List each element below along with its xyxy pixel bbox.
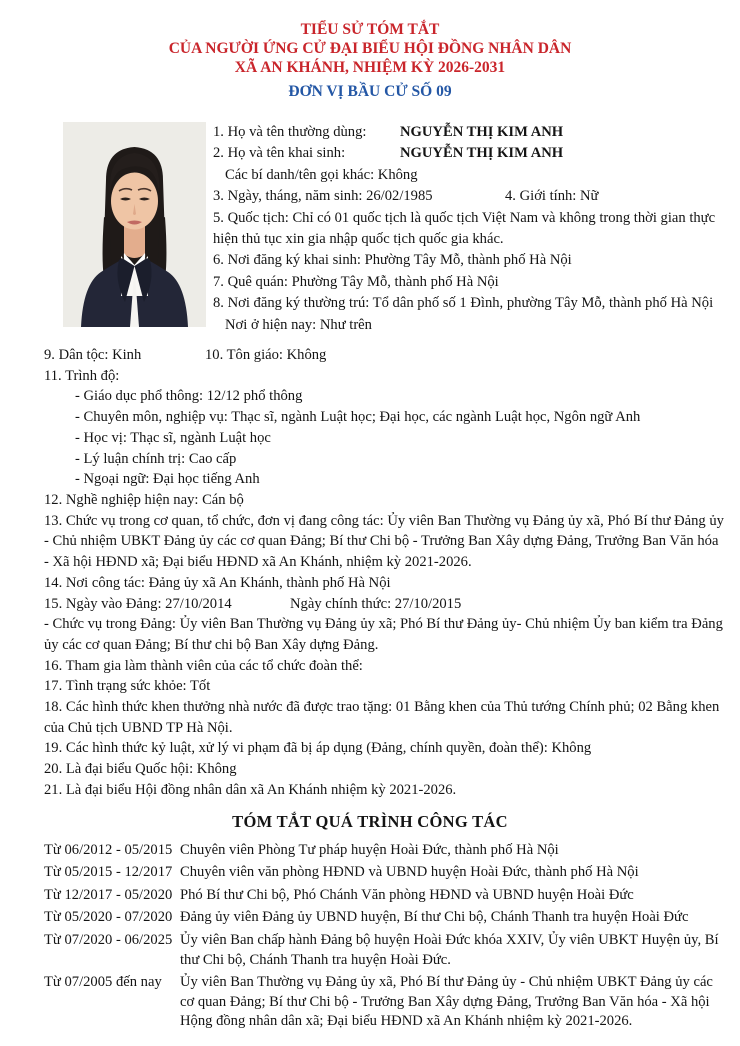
field-foreign-language: - Ngoại ngữ: Đại học tiếng Anh [75,471,260,488]
career-row [44,863,726,886]
election-unit-line: ĐƠN VỊ BẦU CỬ SỐ 09 [288,83,452,100]
field-party-join-date: 15. Ngày vào Đảng: 27/10/2014 [44,595,232,612]
career-row [44,973,726,1035]
field-religion: 10. Tôn giáo: Không [205,347,327,364]
field-birthdate: 3. Ngày, tháng, năm sinh: 26/02/1985 [213,188,433,205]
common-name-label: 1. Họ và tên thường dùng: [213,124,367,140]
field-political-theory: - Lý luận chính trị: Cao cấp [75,450,237,467]
career-description: Đảng ủy viên Đảng ủy UBND huyện, Bí thư Chi bộ, Chánh Thanh tra huyện Hoài Đức [180,909,689,926]
career-row [44,886,726,909]
personal-info-list [213,122,726,336]
field-party-dates [44,594,726,615]
career-description: Ủy viên Ban Thường vụ Đảng ủy xã, Phó Bí thư Đảng ủy - Chủ nhiệm UBKT Đảng ủy các cơ quan Đảng; Bí thư Chi bộ - Trưởng Ban Xây dựng Đảng, Trưởng Ban Văn hóa - Xã hội Hộng đồng nhân dân xã; Đại biểu HĐND xã An Khánh nhiệm kỳ 2021-2026. [180,974,713,1030]
career-row [44,841,726,864]
field-hometown: 7. Quê quán: Phường Tây Mỗ, thành phố Hà Nội [213,273,499,290]
document-header [14,20,726,101]
candidate-photo [63,122,206,327]
career-description: Ủy viên Ban chấp hành Đảng bộ huyện Hoài Đức khóa XXIV, Ủy viên UBKT Huyện ủy, Bí thư Chi bộ, Chánh Thanh tra huyện Hoài Đức. [180,931,719,968]
field-education-heading: 11. Trình độ: [44,367,120,384]
field-awards: 18. Các hình thức khen thưởng nhà nước đã được trao tặng: 01 Bằng khen của Thủ tướng Chính phủ; 02 Bằng khen của Chủ tịch UBND TP Hà Nội. [44,699,720,736]
field-alias: Các bí danh/tên gọi khác: Không [225,166,418,183]
common-name-value: NGUYỄN THỊ KIM ANH [400,124,564,140]
field-education-degree: - Học vị: Thạc sĩ, ngành Luật học [75,429,271,446]
career-description: Chuyên viên Phòng Tư pháp huyện Hoài Đức, thành phố Hà Nội [180,841,559,858]
career-period: Từ 05/2015 - 12/2017 [44,864,173,881]
career-period: Từ 07/2020 - 06/2025 [44,931,173,948]
career-history-table [44,841,726,1035]
career-description: Chuyên viên văn phòng HĐND và UBND huyện Hoài Đức, thành phố Hà Nội [180,864,639,881]
field-party-official-date: Ngày chính thức: 27/10/2015 [290,595,462,612]
career-period: Từ 06/2012 - 05/2015 [44,841,173,858]
field-birth-registration: 6. Nơi đăng ký khai sinh: Phường Tây Mỗ, thành phố Hà Nội [213,252,572,269]
career-row [44,931,726,973]
top-section [44,122,726,336]
doc-title-line-3: XÃ AN KHÁNH, NHIỆM KỲ 2026-2031 [234,59,506,76]
field-birth-name [213,143,726,164]
portrait-illustration [63,122,206,327]
field-nationality: 5. Quốc tịch: Chỉ có 01 quốc tịch là quốc tịch Việt Nam và không trong thời gian thực hiện thủ tục xin gia nhập quốc tịch quốc gia khác. [213,209,716,248]
field-gender: 4. Giới tính: Nữ [505,188,599,205]
field-organizations: 16. Tham gia làm thành viên của các tổ chức đoàn thể: [44,657,363,674]
record-details [44,345,726,800]
field-party-positions: - Chức vụ trong Đảng: Ủy viên Ban Thường vụ Đảng ủy xã; Phó Bí thư Đảng ủy- Chủ nhiệm Ủy ban kiểm tra Đảng ủy các cơ quan Đảng; Bí thư chi bộ Ban Xây dựng Đảng. [44,616,723,653]
field-education-general: - Giáo dục phổ thông: 12/12 phổ thông [75,388,303,405]
doc-title-line-2: CỦA NGƯỜI ỨNG CỬ ĐẠI BIỂU HỘI ĐỒNG NHÂN DÂN [168,40,572,57]
field-current-residence: Nơi ở hiện nay: Như trên [225,316,372,333]
birth-name-value: NGUYỄN THỊ KIM ANH [400,145,564,162]
career-description: Phó Bí thư Chi bộ, Phó Chánh Văn phòng HĐND và UBND huyện Hoài Đức [180,886,634,903]
career-section-title: TÓM TẮT QUÁ TRÌNH CÔNG TÁC [232,811,508,831]
field-current-positions: 13. Chức vụ trong cơ quan, tổ chức, đơn vị đang công tác: Ủy viên Ban Thường vụ Đảng ủy xã, Phó Bí thư Đảng ủy - Chủ nhiệm UBKT Đảng ủy các cơ quan Đảng; Bí thư Chi bộ - Trưởng Ban Xây dựng Đảng, Trưởng Ban Văn hóa - Xã hội HĐND xã; Đại biểu HĐND xã An Khánh, nhiệm kỳ 2021-2026. [44,512,724,571]
field-occupation: 12. Nghề nghiệp hiện nay: Cán bộ [44,491,244,508]
career-period: Từ 07/2005 đến nay [44,974,162,991]
field-workplace: 14. Nơi công tác: Đảng ủy xã An Khánh, thành phố Hà Nội [44,574,391,591]
field-ethnicity-religion [44,345,726,366]
career-row [44,908,726,931]
field-birthdate-gender [213,186,726,207]
field-ethnicity: 9. Dân tộc: Kinh [44,347,142,364]
birth-name-label: 2. Họ và tên khai sinh: [213,145,346,162]
career-period: Từ 05/2020 - 07/2020 [44,909,173,926]
career-period: Từ 12/2017 - 05/2020 [44,886,173,903]
field-health-status: 17. Tình trạng sức khỏe: Tốt [44,678,211,695]
field-peoples-council: 21. Là đại biểu Hội đồng nhân dân xã An Khánh nhiệm kỳ 2021-2026. [44,781,457,798]
field-permanent-residence: 8. Nơi đăng ký thường trú: Tổ dân phố số 1 Đình, phường Tây Mỗ, thành phố Hà Nội [213,295,714,312]
field-national-assembly: 20. Là đại biểu Quốc hội: Không [44,761,237,778]
doc-title-line-1: TIỂU SỬ TÓM TẮT [300,21,440,38]
field-common-name [213,122,726,143]
field-education-professional: - Chuyên môn, nghiệp vụ: Thạc sĩ, ngành Luật học; Đại học, các ngành Luật học, Ngôn ngữ Anh [75,409,641,426]
field-disciplinary: 19. Các hình thức kỷ luật, xử lý vi phạm đã bị áp dụng (Đảng, chính quyền, đoàn thể): Không [44,740,592,757]
